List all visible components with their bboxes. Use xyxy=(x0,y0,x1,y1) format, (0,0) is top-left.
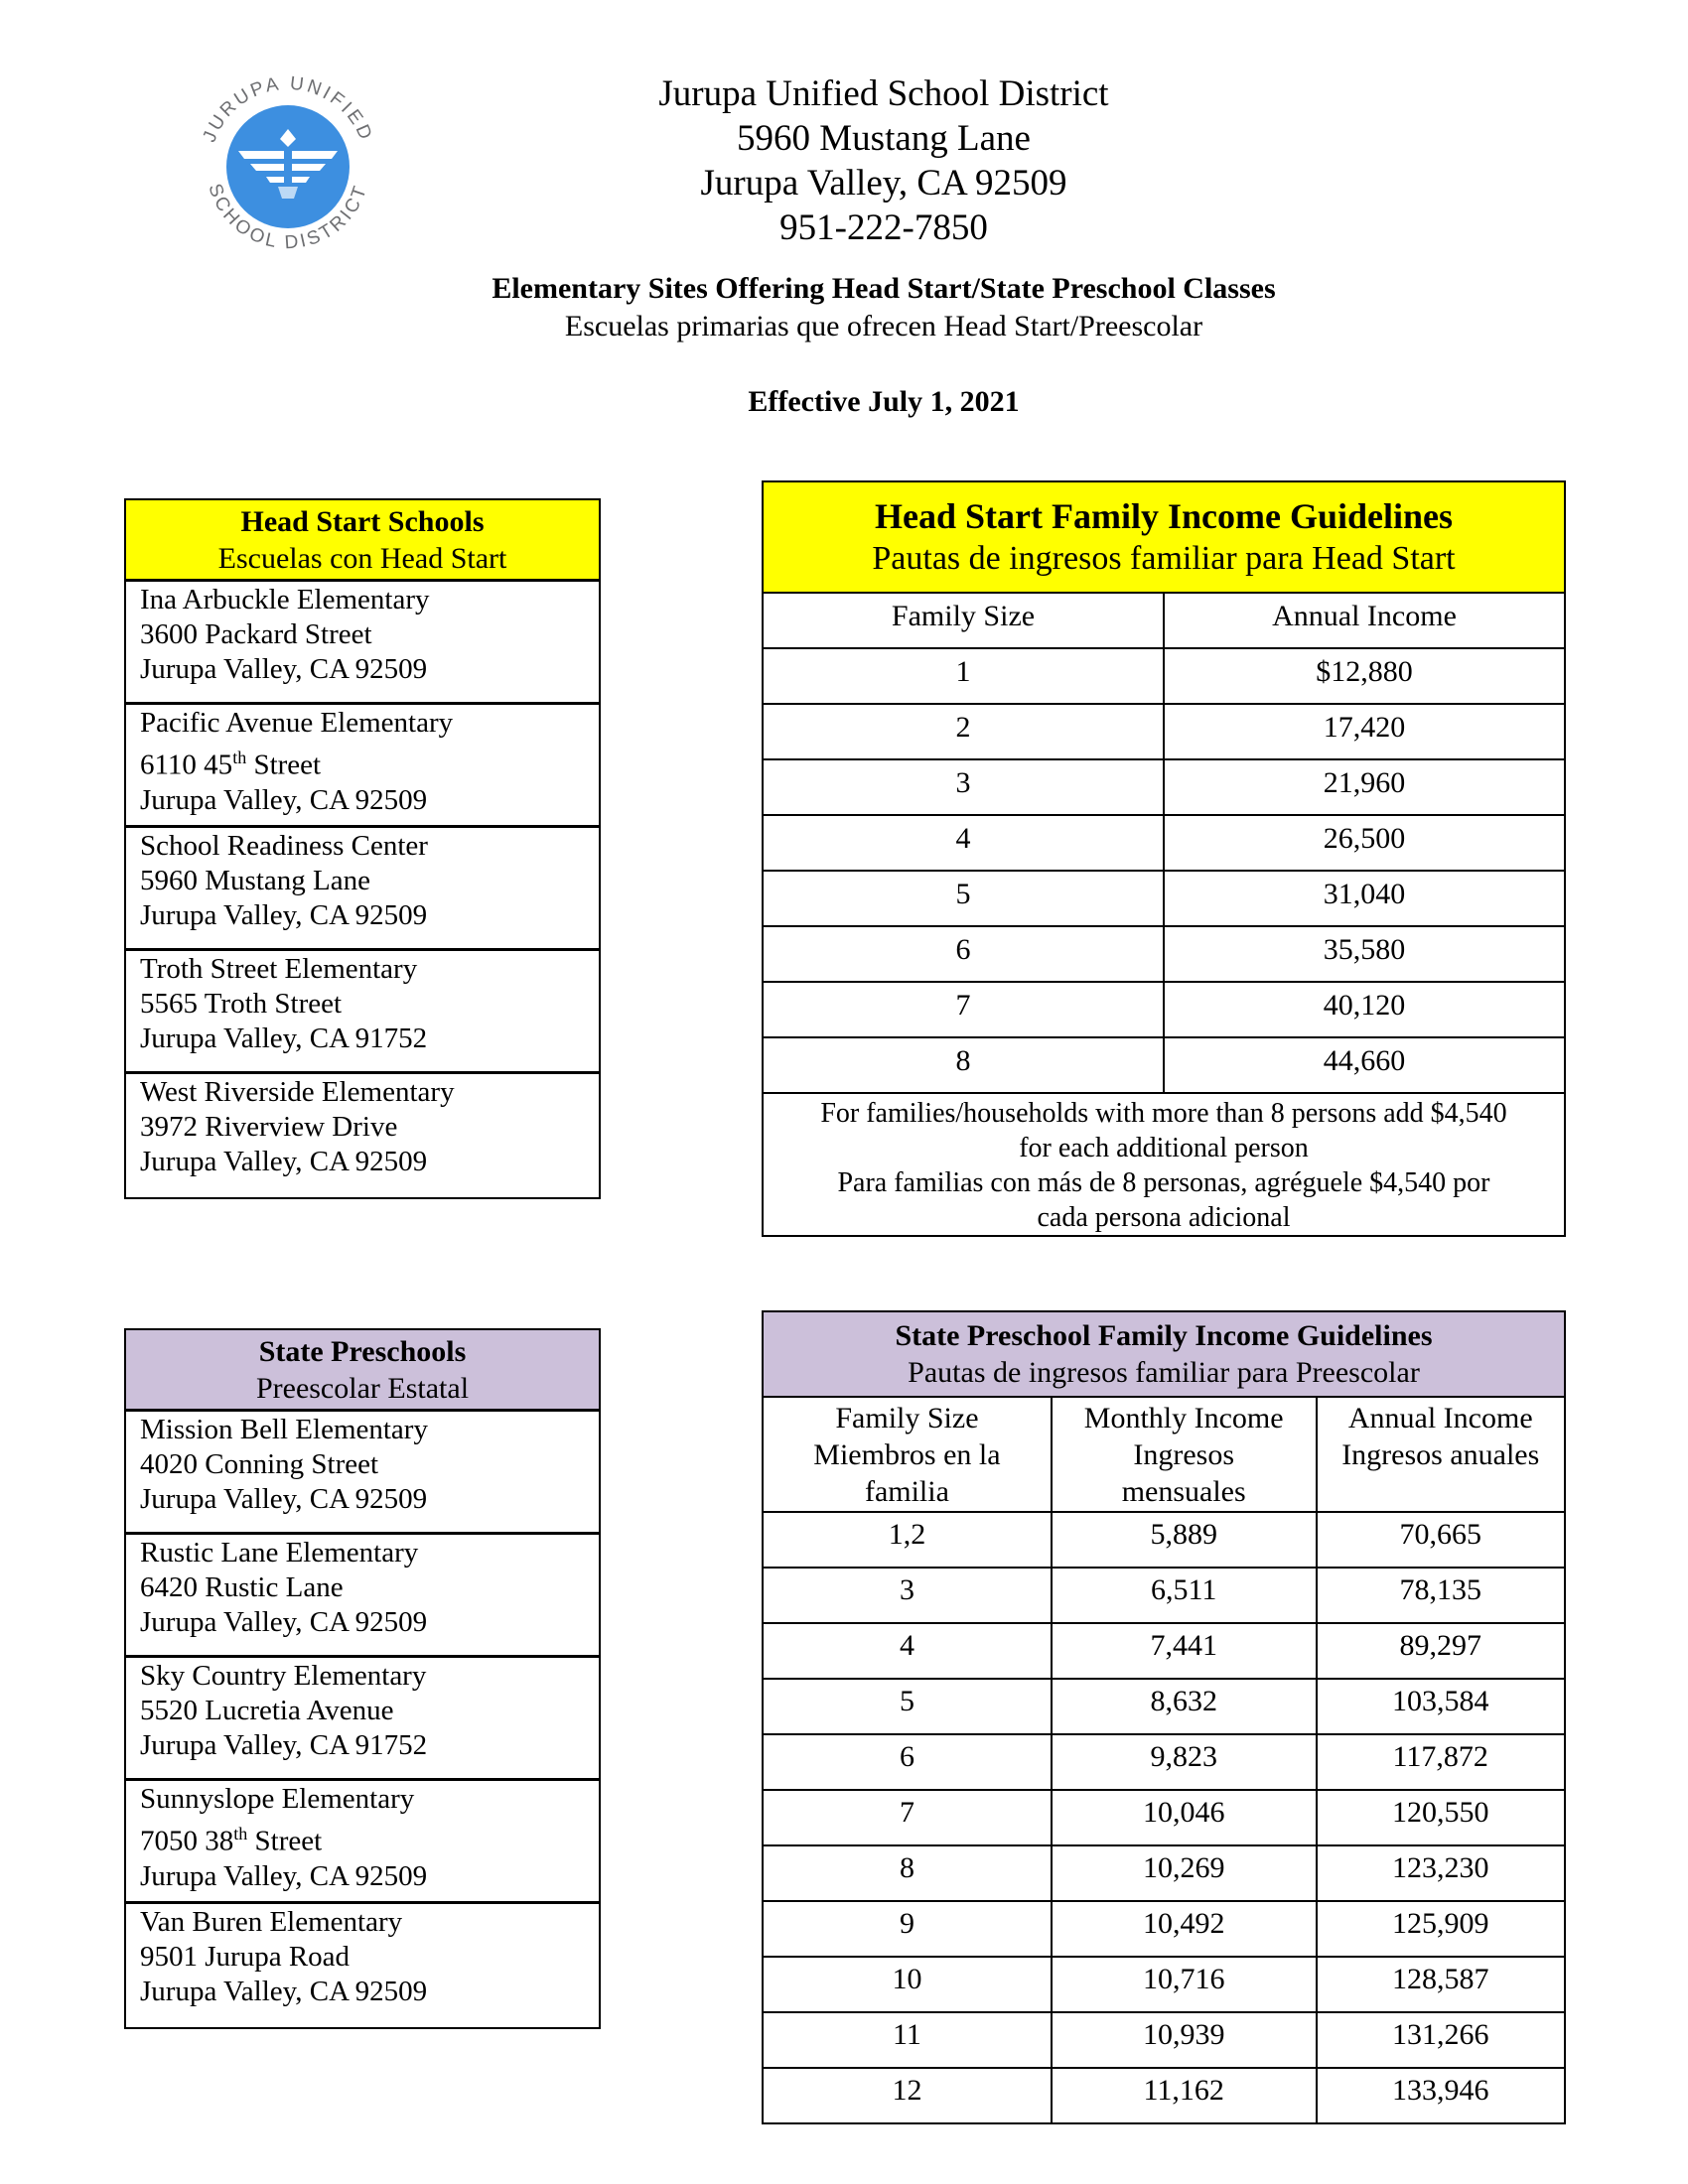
school-name: West Riverside Elementary xyxy=(140,1076,455,1108)
head-start-schools-header xyxy=(126,500,599,582)
table-row xyxy=(763,1623,1565,1679)
table-row xyxy=(763,815,1565,871)
head-start-income-subtitle: Pautas de ingresos familiar para Head Start xyxy=(872,540,1456,577)
table-row xyxy=(763,871,1565,926)
logo-circle xyxy=(226,105,350,228)
school-entry xyxy=(126,1781,599,1904)
school-street: 5520 Lucretia Avenue xyxy=(140,1695,394,1726)
school-city: Jurupa Valley, CA 92509 xyxy=(140,899,428,931)
district-street: 5960 Mustang Lane xyxy=(737,118,1031,159)
school-city: Jurupa Valley, CA 91752 xyxy=(140,1729,428,1761)
school-street: 5960 Mustang Lane xyxy=(140,865,370,896)
annual-income-cell: 103,584 xyxy=(1317,1679,1566,1734)
family-size-cell: 6 xyxy=(763,926,1164,982)
document-title-block xyxy=(338,270,1430,345)
document-title-english: Elementary Sites Offering Head Start/State Preschool Classes xyxy=(492,272,1276,305)
school-name: Van Buren Elementary xyxy=(140,1906,403,1938)
family-size-cell: 4 xyxy=(763,1623,1052,1679)
district-phone: 951-222-7850 xyxy=(779,207,988,248)
table-row xyxy=(763,759,1565,815)
annual-income-cell: 120,550 xyxy=(1317,1790,1566,1845)
monthly-income-cell: 10,939 xyxy=(1052,2012,1317,2068)
family-size-cell: 11 xyxy=(763,2012,1052,2068)
table-row xyxy=(763,1845,1565,1901)
district-name: Jurupa Unified School District xyxy=(658,73,1109,114)
school-name: Rustic Lane Elementary xyxy=(140,1537,419,1569)
annual-income-cell: 40,120 xyxy=(1164,982,1565,1037)
state-preschools-title: State Preschools xyxy=(258,1335,467,1368)
table-row xyxy=(763,1037,1565,1093)
school-city: Jurupa Valley, CA 91752 xyxy=(140,1023,428,1054)
school-city: Jurupa Valley, CA 92509 xyxy=(140,1976,428,2007)
school-entry xyxy=(126,1904,599,2027)
monthly-income-cell: 6,511 xyxy=(1052,1568,1317,1623)
district-logo xyxy=(189,68,387,266)
family-size-cell: 12 xyxy=(763,2068,1052,2123)
monthly-income-cell: 9,823 xyxy=(1052,1734,1317,1790)
table-row xyxy=(763,926,1565,982)
state-preschool-income-table xyxy=(762,1310,1566,2124)
school-street: 9501 Jurupa Road xyxy=(140,1941,351,1973)
school-entry xyxy=(126,1535,599,1658)
head-start-schools-subtitle: Escuelas con Head Start xyxy=(217,542,507,575)
column-header-family-size: Family Size xyxy=(763,593,1164,648)
family-size-cell: 1 xyxy=(763,648,1164,704)
head-start-schools-box xyxy=(124,498,601,1199)
state-preschool-income-subtitle: Pautas de ingresos familiar para Preescolar xyxy=(908,1356,1420,1389)
column-header-annual-income: Annual Income Ingresos anuales xyxy=(1317,1397,1566,1512)
family-size-cell: 6 xyxy=(763,1734,1052,1790)
family-size-cell: 3 xyxy=(763,1568,1052,1623)
monthly-income-cell: 8,632 xyxy=(1052,1679,1317,1734)
district-city: Jurupa Valley, CA 92509 xyxy=(700,163,1067,204)
annual-income-cell: 21,960 xyxy=(1164,759,1565,815)
logo-ring-text-bottom: SCHOOL DISTRICT xyxy=(204,181,372,254)
state-preschool-income-title: State Preschool Family Income Guidelines xyxy=(895,1319,1433,1352)
annual-income-cell: 131,266 xyxy=(1317,2012,1566,2068)
table-row xyxy=(763,2068,1565,2123)
head-start-income-table xyxy=(762,480,1566,1237)
school-street: 6420 Rustic Lane xyxy=(140,1571,344,1603)
school-city: Jurupa Valley, CA 92509 xyxy=(140,1146,428,1177)
school-name: Sky Country Elementary xyxy=(140,1660,427,1692)
state-preschools-box xyxy=(124,1328,601,2029)
state-preschools-header xyxy=(126,1330,599,1412)
note-spanish-line-2: cada persona adicional xyxy=(1037,1202,1291,1233)
school-name: Ina Arbuckle Elementary xyxy=(140,584,430,615)
school-name: Troth Street Elementary xyxy=(140,953,418,985)
annual-income-cell: 123,230 xyxy=(1317,1845,1566,1901)
school-name: Mission Bell Elementary xyxy=(140,1414,428,1445)
school-name: Pacific Avenue Elementary xyxy=(140,707,454,739)
annual-income-cell: 44,660 xyxy=(1164,1037,1565,1093)
school-city: Jurupa Valley, CA 92509 xyxy=(140,783,428,816)
school-entry xyxy=(126,951,599,1074)
family-size-cell: 8 xyxy=(763,1037,1164,1093)
school-street: 3972 Riverview Drive xyxy=(140,1111,398,1143)
school-entry xyxy=(126,828,599,951)
family-size-cell: 2 xyxy=(763,704,1164,759)
monthly-income-cell: 11,162 xyxy=(1052,2068,1317,2123)
column-header-annual-income: Annual Income xyxy=(1164,593,1565,648)
annual-income-cell: 17,420 xyxy=(1164,704,1565,759)
school-city: Jurupa Valley, CA 92509 xyxy=(140,1606,428,1638)
annual-income-cell: 133,946 xyxy=(1317,2068,1566,2123)
table-row xyxy=(763,1901,1565,1957)
table-row xyxy=(763,648,1565,704)
school-name: School Readiness Center xyxy=(140,830,428,862)
family-size-cell: 5 xyxy=(763,1679,1052,1734)
annual-income-cell: 35,580 xyxy=(1164,926,1565,982)
family-size-cell: 1,2 xyxy=(763,1512,1052,1568)
monthly-income-cell: 10,046 xyxy=(1052,1790,1317,1845)
table-row xyxy=(763,1734,1565,1790)
column-header-family-size: Family Size Miembros en la familia xyxy=(763,1397,1052,1512)
annual-income-cell: 125,909 xyxy=(1317,1901,1566,1957)
annual-income-cell: 70,665 xyxy=(1317,1512,1566,1568)
school-street: 5565 Troth Street xyxy=(140,988,343,1020)
monthly-income-cell: 5,889 xyxy=(1052,1512,1317,1568)
monthly-income-cell: 10,716 xyxy=(1052,1957,1317,2012)
school-city: Jurupa Valley, CA 92509 xyxy=(140,1859,428,1892)
annual-income-cell: $12,880 xyxy=(1164,648,1565,704)
school-entry xyxy=(126,705,599,828)
head-start-income-title: Head Start Family Income Guidelines xyxy=(875,496,1453,536)
school-street: 4020 Conning Street xyxy=(140,1448,379,1480)
table-row xyxy=(763,1512,1565,1568)
note-english-line-2: for each additional person xyxy=(1019,1133,1309,1163)
note-english-line-1: For families/households with more than 8 persons add $4,540 xyxy=(820,1098,1507,1129)
table-row xyxy=(763,2012,1565,2068)
school-street: 6110 45th Street xyxy=(140,748,322,781)
annual-income-cell: 89,297 xyxy=(1317,1623,1566,1679)
column-header-monthly-income: Monthly Income Ingresos mensuales xyxy=(1052,1397,1317,1512)
document-title-spanish: Escuelas primarias que ofrecen Head Start/Preescolar xyxy=(564,310,1203,342)
additional-person-note xyxy=(763,1093,1565,1236)
effective-date: Effective July 1, 2021 xyxy=(748,385,1020,418)
annual-income-cell: 117,872 xyxy=(1317,1734,1566,1790)
state-preschool-income-header xyxy=(763,1311,1565,1397)
logo-ring-text: JURUPA UNIFIED xyxy=(199,72,377,146)
annual-income-cell: 78,135 xyxy=(1317,1568,1566,1623)
school-city: Jurupa Valley, CA 92509 xyxy=(140,1483,428,1515)
school-street: 7050 38th Street xyxy=(140,1824,323,1857)
monthly-income-cell: 10,492 xyxy=(1052,1901,1317,1957)
school-entry xyxy=(126,582,599,705)
monthly-income-cell: 10,269 xyxy=(1052,1845,1317,1901)
family-size-cell: 8 xyxy=(763,1845,1052,1901)
school-name: Sunnyslope Elementary xyxy=(140,1783,415,1815)
school-entry xyxy=(126,1658,599,1781)
annual-income-cell: 128,587 xyxy=(1317,1957,1566,2012)
family-size-cell: 5 xyxy=(763,871,1164,926)
family-size-cell: 9 xyxy=(763,1901,1052,1957)
table-row xyxy=(763,1790,1565,1845)
table-row xyxy=(763,1679,1565,1734)
head-start-income-header xyxy=(763,481,1565,593)
district-address-block xyxy=(536,71,1231,250)
table-row xyxy=(763,1957,1565,2012)
family-size-cell: 10 xyxy=(763,1957,1052,2012)
school-street: 3600 Packard Street xyxy=(140,618,372,650)
table-row xyxy=(763,982,1565,1037)
family-size-cell: 4 xyxy=(763,815,1164,871)
annual-income-cell: 31,040 xyxy=(1164,871,1565,926)
school-entry xyxy=(126,1412,599,1535)
family-size-cell: 7 xyxy=(763,1790,1052,1845)
school-entry xyxy=(126,1074,599,1197)
table-row xyxy=(763,704,1565,759)
head-start-schools-title: Head Start Schools xyxy=(240,505,485,538)
family-size-cell: 7 xyxy=(763,982,1164,1037)
note-spanish-line-1: Para familias con más de 8 personas, agréguele $4,540 por xyxy=(837,1167,1490,1198)
table-row xyxy=(763,1568,1565,1623)
monthly-income-cell: 7,441 xyxy=(1052,1623,1317,1679)
annual-income-cell: 26,500 xyxy=(1164,815,1565,871)
state-preschools-subtitle: Preescolar Estatal xyxy=(255,1372,470,1405)
school-city: Jurupa Valley, CA 92509 xyxy=(140,653,428,685)
family-size-cell: 3 xyxy=(763,759,1164,815)
